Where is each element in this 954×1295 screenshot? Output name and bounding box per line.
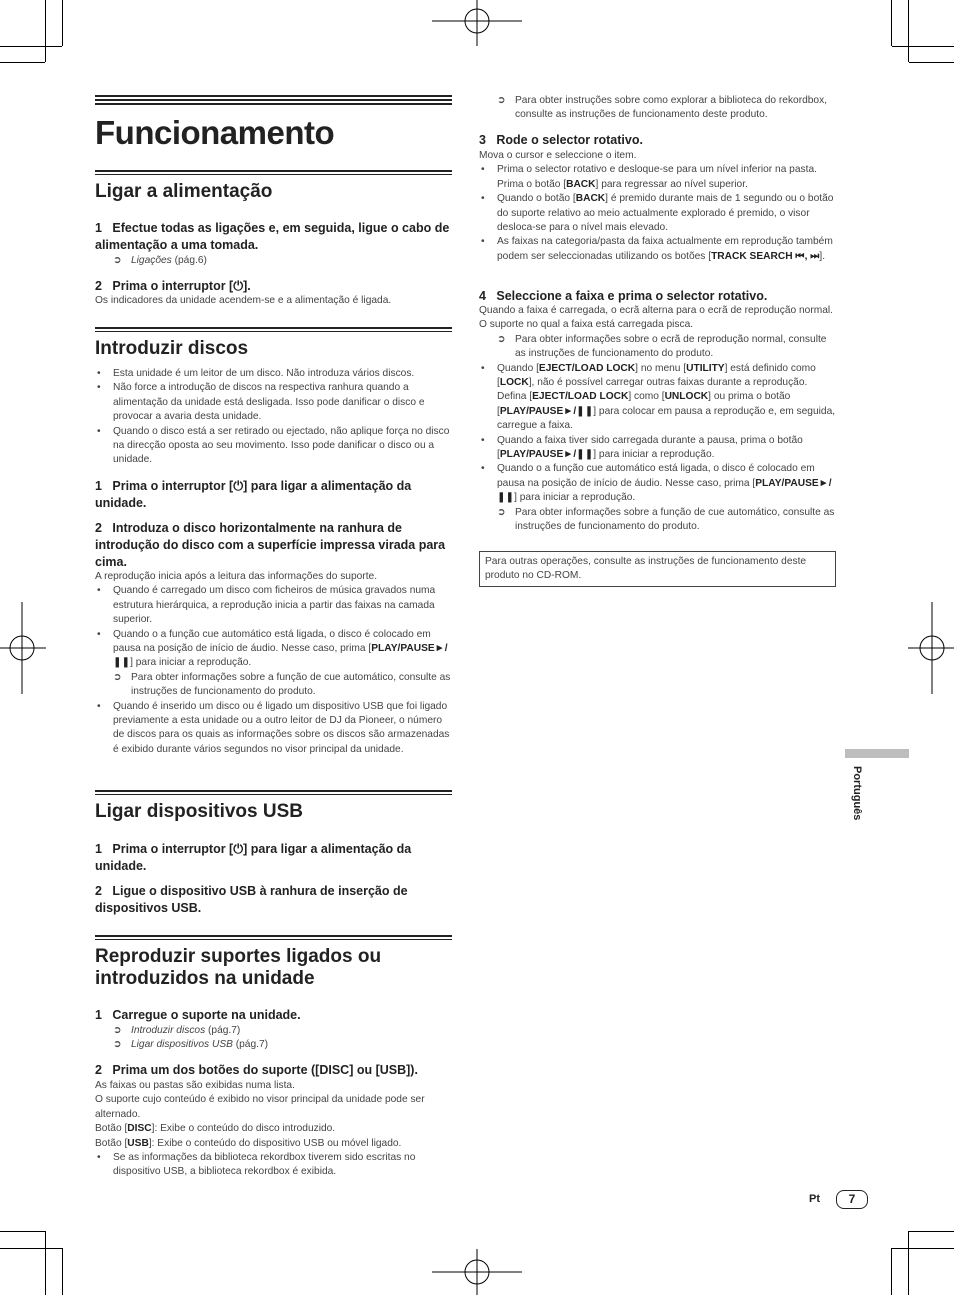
play-step-2-text: As faixas ou pastas são exibidas numa lista. O suporte cujo conteúdo é exibido no visor principal da unidade pode ser alternado. Botão [DISC]: Exibe o conteúdo do disco introduzido. Botão [USB]: Exibe o conteúdo do dispositivo USB ou móvel ligado. • Se as informações da biblioteca rekordbox tiverem sido escritas no dispositivo USB, a biblioteca rekordbox é exibida. (95, 1079, 452, 1180)
chapter-rule (95, 95, 452, 107)
list-item: • Quando [EJECT/LOAD LOCK] no menu [UTILITY] está definido como [LOCK], não é possível carregar outras faixas durante a reprodução. Defina [EJECT/LOAD LOCK] como [UNLOCK] ou prima o botão [PLAY/PAUSE►/❚❚] para colocar em pausa a reprodução e, em seguida, carregue a faixa. (481, 362, 836, 432)
registration-mark-bottom (430, 1248, 524, 1295)
discs-step-2: 2 Introduza o disco horizontalmente na ranhura de introdução do disco com a superfície impressa virada para cima. (95, 521, 446, 569)
arrow-icon: ➲ (113, 671, 122, 683)
list-item: • Quando é inserido um disco ou é ligado um dispositivo USB que foi ligado previamente a esta unidade ou a outro leitor de DJ da Pioneer, o número de discos para os quais as informações sobre os discos são armazenadas é exibido durante vários segundos no visor principal da unidade. (97, 700, 450, 755)
play-step-3-text: Mova o cursor e seleccione o item. • Prima o selector rotativo e desloque-se para um nível inferior na pasta. Prima o botão [BACK] para regressar ao nível superior. • Quando o botão [BACK] é premido durante mais de 1 segundo ou o botão do suporte relativo ao meio actualmente explorado é premido, o visor desloca-se para o nível mais elevado. • As faixas na categoria/pasta da faixa actualmente em reprodução também podem ser seleccionadas utilizando os botões [TRACK SEARCH ⏮, ⏭]. (479, 149, 836, 264)
usb-step-1: 1 Prima o interruptor [⏻] para ligar a alimentação da unidade. (95, 842, 412, 873)
section-heading-power: Ligar a alimentação (95, 181, 273, 202)
usb-step-2: 2 Ligue o dispositivo USB à ranhura de inserção de dispositivos USB. (95, 884, 408, 915)
link-ligar-usb[interactable]: Ligar dispositivos USB (131, 1039, 233, 1051)
play-step-3: 3 Rode o selector rotativo. (479, 133, 643, 147)
discs-notes (95, 367, 452, 468)
registration-mark-right (906, 602, 954, 694)
section-rule (95, 170, 452, 175)
page-number: 7 (836, 1190, 868, 1209)
play-step-1: 1 Carregue o suporte na unidade. (95, 1008, 301, 1022)
registration-mark-left (0, 602, 48, 694)
list-item: • Esta unidade é um leitor de um disco. Não introduza vários discos. (97, 368, 415, 379)
play-step-4-text: Quando a faixa é carregada, o ecrã alterna para o ecrã de reprodução normal. O suporte no qual a faixa está carregada pisca. ➲ Para obter informações sobre o ecrã de reprodução normal, consulte as instruções de funcionamento do produto. • Quando [EJECT/LOAD LOCK] no menu [UTILITY] está definido como [LOCK], não é possível carregar outras faixas durante a reprodução. Defina [EJECT/LOAD LOCK] como [UNLOCK] ou prima o botão [PLAY/PAUSE►/❚❚] para colocar em pausa a reprodução e, em seguida, carregue a faixa. • Quando a faixa tiver sido carregada durante a pausa, prima o botão [PLAY/PAUSE►/❚❚] para iniciar a reprodução. • Quando o a função cue automático está ligada, o disco é colocado em pausa na posição de início de áudio. Nesse caso, prima [PLAY/PAUSE►/❚❚] para iniciar a reprodução. ➲ Para obter informações sobre a função de cue automático, consulte as instruções de funcionamento do produto. (479, 304, 836, 535)
registration-mark-top (430, 0, 524, 48)
list-item: ➲ Para obter informações sobre a função de cue automático, consulte as instruções de funcionamento do produto. (497, 506, 835, 533)
list-item: • Quando a faixa tiver sido carregada durante a pausa, prima o botão [PLAY/PAUSE►/❚❚] para iniciar a reprodução. (481, 434, 803, 461)
arrow-icon: ➲ (113, 255, 122, 266)
play-step-4: 4 Seleccione a faixa e prima o selector rotativo. (479, 289, 768, 303)
list-item: ➲ Para obter informações sobre a função de cue automático, consulte as instruções de funcionamento do produto. (113, 671, 451, 698)
arrow-icon: ➲ (497, 333, 506, 345)
play-step-1-refs: ➲ Introduzir discos (pág.7) ➲ Ligar dispositivos USB (pág.7) (95, 1024, 452, 1053)
rekordbox-ref: ➲ Para obter instruções sobre como explorar a biblioteca do rekordbox, consulte as instruções de funcionamento deste produto. (497, 95, 828, 121)
list-item: • Não force a introdução de discos na respectiva ranhura quando a alimentação da unidade está desligada. Isso pode danificar o disco e provocar a avaria desta unidade. (97, 382, 425, 423)
list-item: • Se as informações da biblioteca rekordbox tiverem sido escritas no dispositivo USB, a biblioteca rekordbox é exibida. (97, 1152, 416, 1178)
note-box: Para outras operações, consulte as instruções de funcionamento deste produto no CD-ROM. (479, 551, 836, 587)
section-heading-play: Reproduzir suportes ligados ou introduzidos na unidade (95, 946, 382, 989)
section-heading-discs: Introduzir discos (95, 338, 249, 359)
language-tab (845, 749, 909, 758)
section-heading-usb: Ligar dispositivos USB (95, 801, 303, 822)
power-step-1: 1 Efectue todas as ligações e, em seguida, ligue o cabo de alimentação a uma tomada. (95, 221, 450, 252)
language-label: Português (851, 766, 863, 821)
arrow-icon: ➲ (113, 1025, 122, 1036)
discs-step-1: 1 Prima o interruptor [⏻] para ligar a alimentação da unidade. (95, 479, 412, 510)
power-step-1-ref: ➲ Ligações (pág.6) (95, 254, 452, 268)
list-item: • As faixas na categoria/pasta da faixa actualmente em reprodução também podem ser seleccionadas utilizando os botões [TRACK SEARCH ⏮, ⏭]. (481, 236, 833, 262)
list-item: • Prima o selector rotativo e desloque-se para um nível inferior na pasta. Prima o botão [BACK] para regressar ao nível superior. (481, 164, 817, 190)
list-item: • Quando o botão [BACK] é premido durante mais de 1 segundo ou o botão do suporte relativo ao meio actualmente explorado é premido, o visor desloca-se para o nível mais elevado. (481, 193, 834, 234)
list-item: • Quando o a função cue automático está ligada, o disco é colocado em pausa na posição de início de áudio. Nesse caso, prima [PLAY/PAUSE►/❚❚] para iniciar a reprodução. (97, 628, 448, 669)
list-item: • Quando o disco está a ser retirado ou ejectado, não aplique força no disco na direcção oposta ao seu movimento. Isso pode danificar o disco ou a unidade. (97, 425, 450, 466)
section-rule (95, 790, 452, 795)
link-introduzir-discos[interactable]: Introduzir discos (131, 1025, 206, 1036)
section-rule (95, 327, 452, 332)
play-step-2: 2 Prima um dos botões do suporte ([DISC] ou [USB]). (95, 1063, 418, 1077)
section-rule (95, 935, 452, 940)
arrow-icon: ➲ (497, 95, 506, 106)
language-code: Pt (809, 1193, 820, 1205)
arrow-icon: ➲ (497, 506, 506, 518)
arrow-icon: ➲ (113, 1039, 122, 1051)
power-step-2-text: Os indicadores da unidade acendem-se e a alimentação é ligada. (95, 295, 392, 306)
link-ligacoes[interactable]: Ligações (131, 255, 172, 266)
list-item: ➲ Para obter informações sobre o ecrã de reprodução normal, consulte as instruções de funcionamento do produto. (497, 333, 827, 360)
discs-step-2-text: A reprodução inicia após a leitura das informações do suporte. • Quando é carregado um disco com ficheiros de música gravados numa estrutura hierárquica, a reprodução inicia a partir das faixas na camada superior. • Quando o a função cue automático está ligada, o disco é colocado em pausa na posição de início de áudio. Nesse caso, prima [PLAY/PAUSE►/❚❚] para iniciar a reprodução. ➲ Para obter informações sobre a função de cue automático, consulte as instruções de funcionamento do produto. • Quando é inserido um disco ou é ligado um dispositivo USB que foi ligado previamente a esta unidade ou a outro leitor de DJ da Pioneer, o número de discos para os quais as informações sobre os discos são armazenadas é exibido durante vários segundos no visor principal da unidade. (95, 570, 452, 757)
list-item: • Quando é carregado um disco com ficheiros de música gravados numa estrutura hierárquica, a reprodução inicia a partir das faixas na camada superior. (97, 585, 436, 626)
list-item: • Quando o a função cue automático está ligada, o disco é colocado em pausa na posição de início de áudio. Nesse caso, prima [PLAY/PAUSE►/❚❚] para iniciar a reprodução. (481, 463, 832, 504)
page-title: Funcionamento (95, 114, 335, 151)
power-step-2: 2 Prima o interruptor [⏻]. (95, 279, 251, 293)
